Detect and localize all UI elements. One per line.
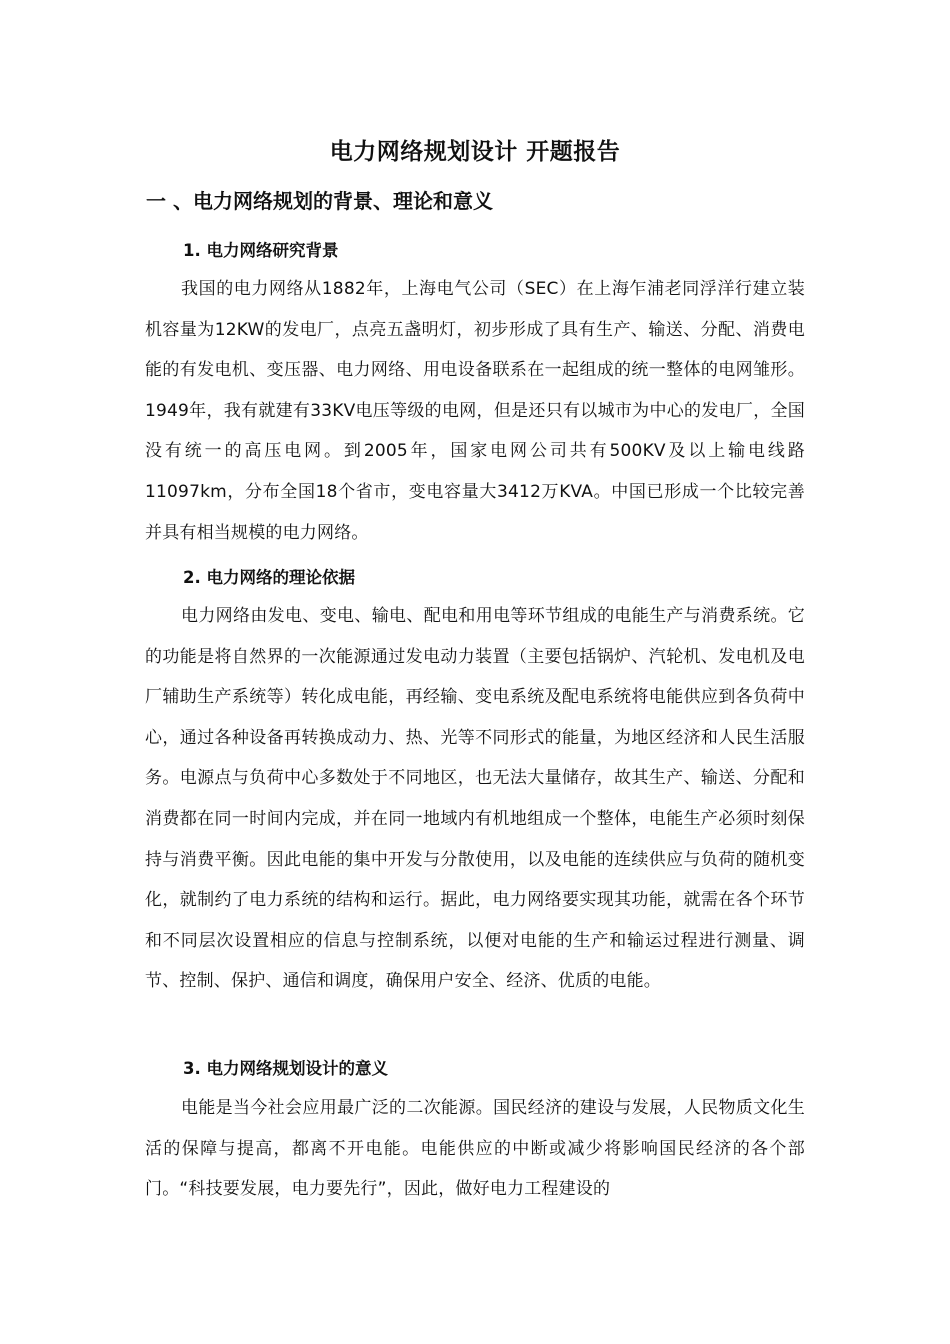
paragraph-theory: 电力网络由发电、变电、输电、配电和用电等环节组成的电能生产与消费系统。它的功能是将自然界的一次能源通过发电动力装置（主要包括锅炉、汽轮机、发电机及电厂辅助生产系统等）转化成电能，再经输、变电系统及配电系统将电能供应到各负荷中心，通过各种设备再转换成动力、热、光等不同形式的能量，为地区经济和人民生活服务。电源点与负荷中心多数处于不同地区，也无法大量储存，故其生产、输送、分配和消费都在同一时间内完成，并在同一地域内有机地组成一个整体，电能生产必须时刻保持与消费平衡。因此电能的集中开发与分散使用，以及电能的连续供应与负荷的随机变化，就制约了电力系统的结构和运行。据此，电力网络要实现其功能，就需在各个环节和不同层次设置相应的信息与控制系统，以便对电能的生产和输运过程进行测量、调节、控制、保护、通信和调度，确保用户安全、经济、优质的电能。 [145, 606, 805, 992]
subsection-heading-significance: 3. 电力网络规划设计的意义 [183, 1059, 388, 1078]
section-heading: 一 、电力网络规划的背景、理论和意义 [146, 189, 493, 213]
paragraph-background: 我国的电力网络从1882年，上海电气公司（SEC）在上海乍浦老同浮洋行建立装机容量为12KW的发电厂，点亮五盏明灯，初步形成了具有生产、输送、分配、消费电能的有发电机、变压器、电力网络、用电设备联系在一起组成的统一整体的电网雏形。1949年，我有就建有33KV电压等级的电网，但是还只有以城市为中心的发电厂，全国没有统一的高压电网。到2005年，国家电网公司共有500KV及以上输电线路11097km，分布全国18个省市，变电容量大3412万KVA。中国已形成一个比较完善并具有相当规模的电力网络。 [145, 279, 805, 543]
paragraph-significance: 电能是当今社会应用最广泛的二次能源。国民经济的建设与发展，人民物质文化生活的保障与提高，都离不开电能。电能供应的中断或减少将影响国民经济的各个部门。“科技要发展，电力要先行”，因此，做好电力工程建设的 [145, 1098, 805, 1200]
document-title: 电力网络规划设计 开题报告 [329, 139, 621, 165]
subsection-heading-theory: 2. 电力网络的理论依据 [183, 568, 355, 587]
subsection-heading-background: 1. 电力网络研究背景 [183, 241, 339, 260]
